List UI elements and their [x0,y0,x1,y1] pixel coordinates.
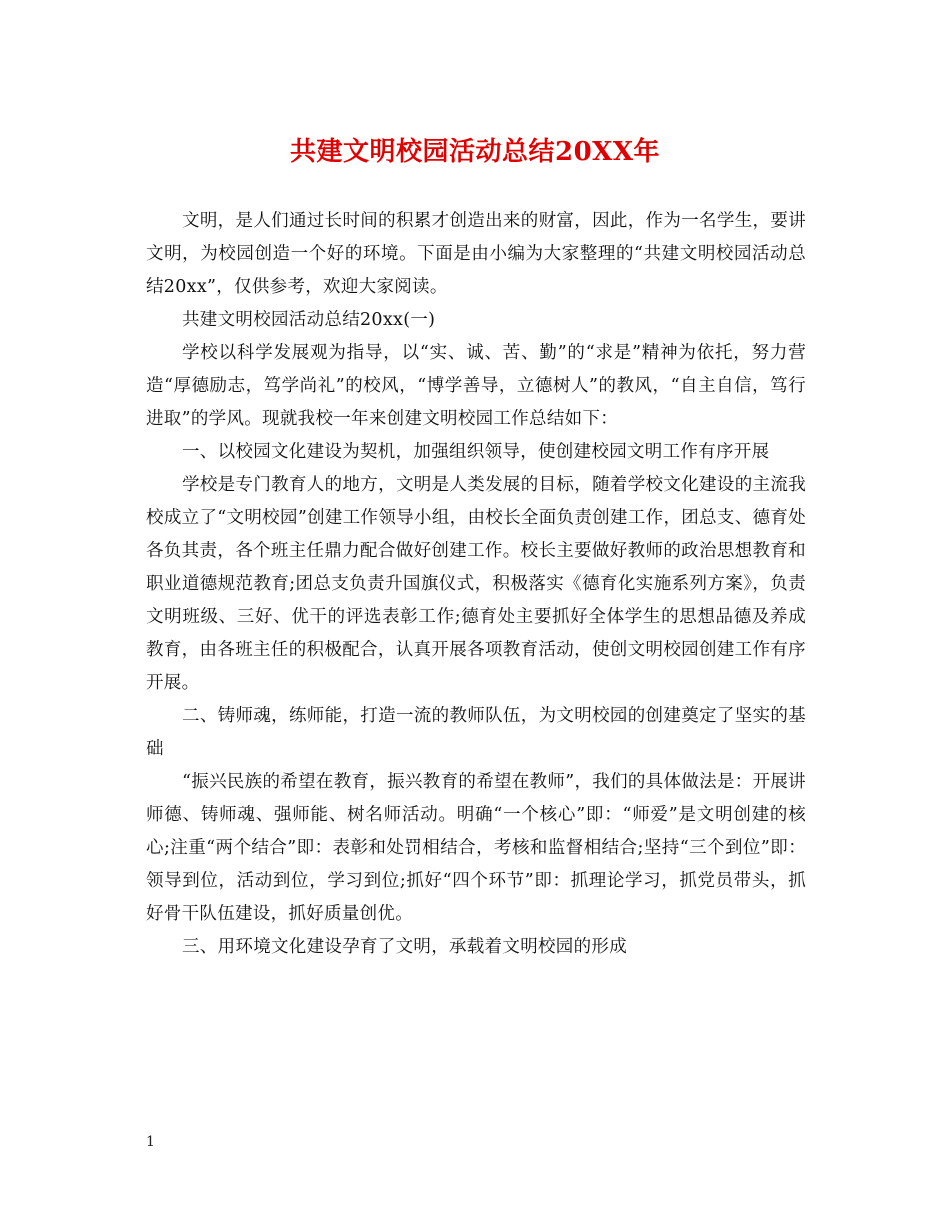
section-heading-1: 一、以校园文化建设为契机，加强组织领导，使创建校园文明工作有序开展 [182,442,770,462]
document-title: 共建文明校园活动总结20XX年 [289,137,661,167]
overview-paragraph: 学校以科学发展观为指导，以“实、诚、苦、勤”的“求是”精神为依托，努力营造“厚德励志，笃学尚礼”的校风，“博学善导，立德树人”的教风，“自主自信，笃行进取”的学风。现就我校一年来创建文明校园工作总结如下： [146,343,806,429]
section-heading-3: 三、用环境文化建设孕育了文明，承载着文明校园的形成 [182,937,627,957]
section-heading-2: 二、铸师魂，练师能，打造一流的教师队伍，为文明校园的创建奠定了坚实的基础 [146,706,806,759]
intro-paragraph: 文明，是人们通过长时间的积累才创造出来的财富，因此，作为一名学生，要讲文明，为校园创造一个好的环境。下面是由小编为大家整理的“共建文明校园活动总结20xx”，仅供参考，欢迎大家阅读。 [146,211,806,297]
section-1-paragraph: 学校是专门教育人的地方，文明是人类发展的目标，随着学校文化建设的主流我校成立了“文明校园”创建工作领导小组，由校长全面负责创建工作，团总支、德育处各负其责，各个班主任鼎力配合做好创建工作。校长主要做好教师的政治思想教育和职业道德规范教育;团总支负责升国旗仪式，积极落实《德育化实施系列方案》，负责文明班级、三好、优干的评选表彰工作;德育处主要抓好全体学生的思想品德及养成教育，由各班主任的积极配合，认真开展各项教育活动，使创文明校园创建工作有序开展。 [146,475,806,693]
section-2-paragraph: “振兴民族的希望在教育，振兴教育的希望在教师”，我们的具体做法是：开展讲师德、铸师魂、强师能、树名师活动。明确“一个核心”即：“师爱”是文明创建的核心;注重“两个结合”即：表彰和处罚相结合，考核和监督相结合;坚持“三个到位”即：领导到位，活动到位，学习到位;抓好“四个环节”即：抓理论学习，抓党员带头，抓好骨干队伍建设，抓好质量创优。 [146,772,806,924]
section-subtitle: 共建文明校园活动总结20xx(一) [182,310,436,330]
page-number: 1 [146,1134,155,1150]
document-body [146,205,806,964]
